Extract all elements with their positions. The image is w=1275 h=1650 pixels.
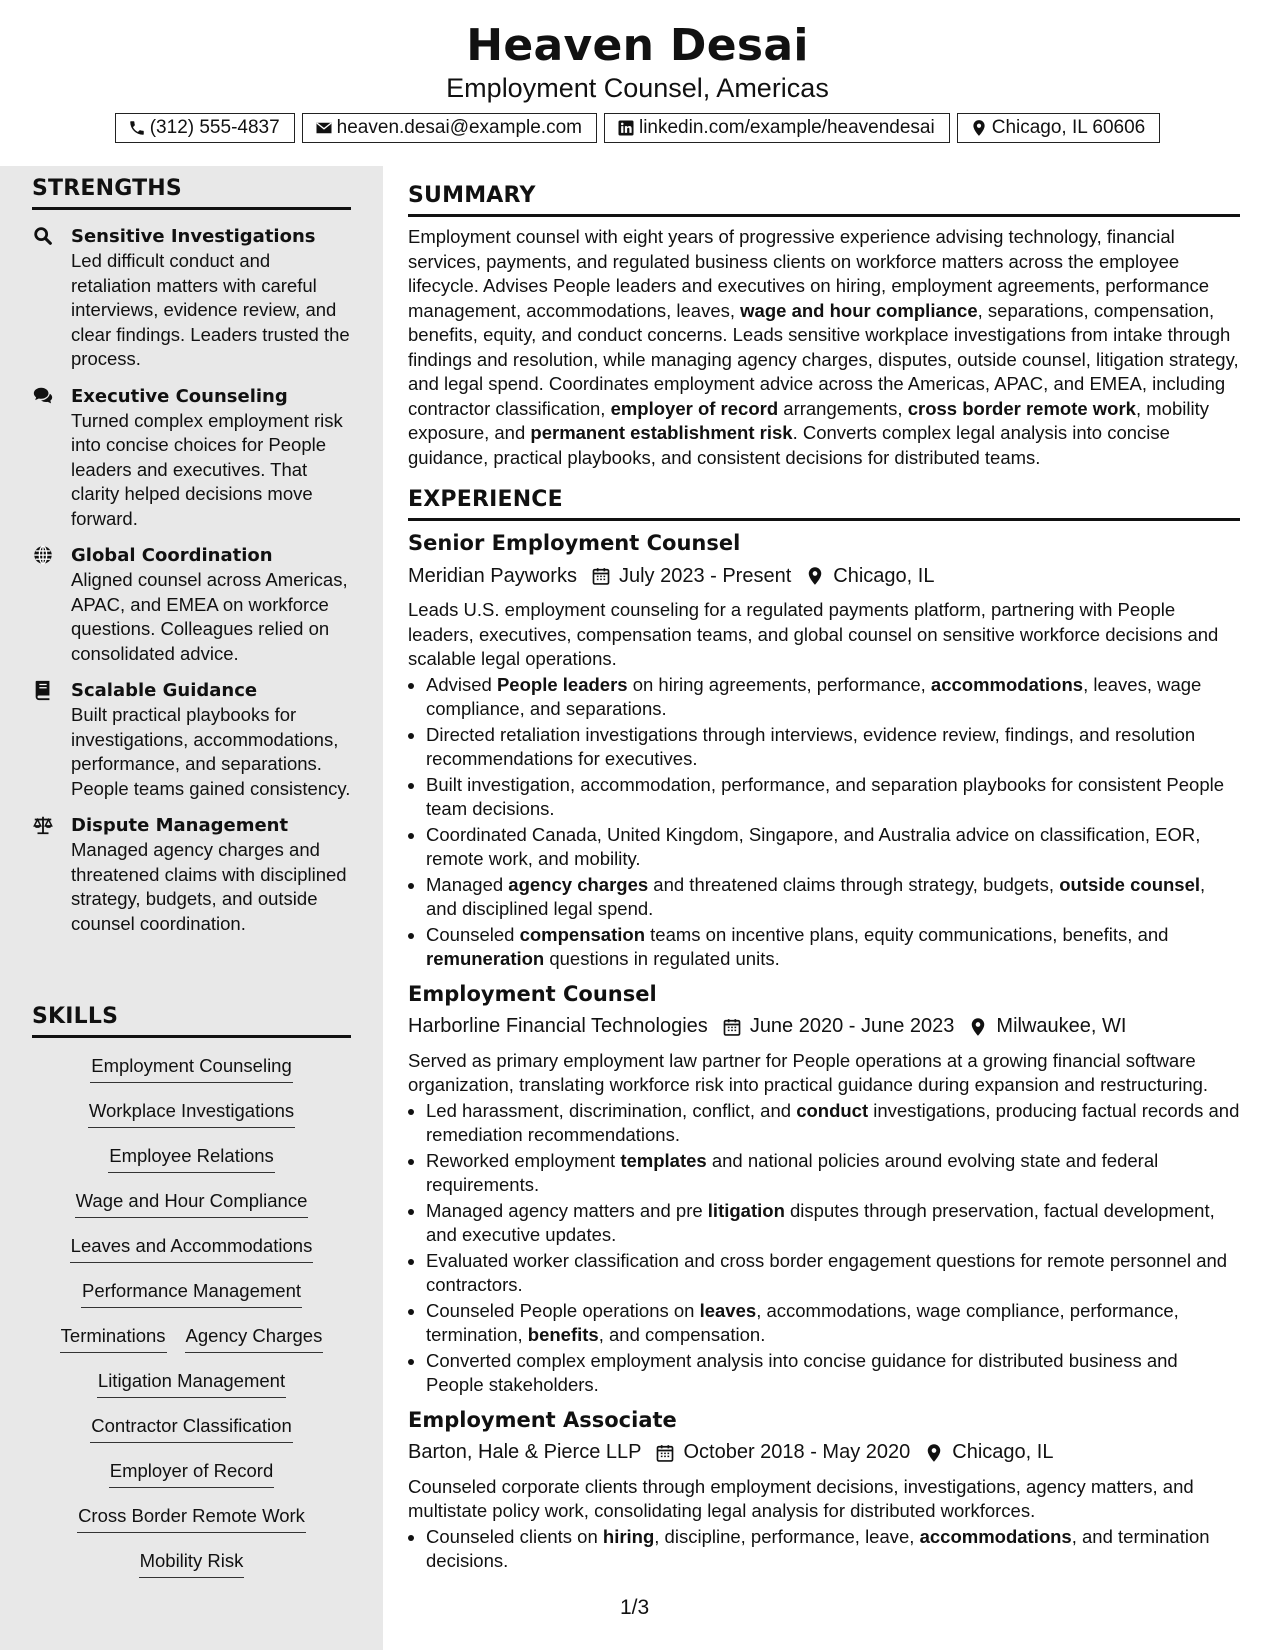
job-description: Counseled corporate clients through employment decisions, investigations, agency matters, and multistate policy work, consolidating legal analysis for distributed workforces. (408, 1475, 1194, 1521)
main-content (408, 166, 1240, 1575)
strength-item (32, 678, 351, 801)
candidate-name: Heaven Desai (466, 20, 809, 71)
job-bullets (408, 1099, 1240, 1398)
job-bullet: • Coordinated Canada, United Kingdom, Singapore, and Australia advice on classification, EOR, remote work, and mobility. (426, 823, 1240, 872)
job-dates: October 2018 - May 2020 (683, 1441, 911, 1463)
search-icon (32, 225, 54, 247)
job-location: Chicago, IL (952, 1441, 1054, 1463)
job-dates: June 2020 - June 2023 (749, 1015, 955, 1037)
job-bullet: • Counseled compensation teams on incentive plans, equity communications, benefits, and remuneration questions in regulated units. (426, 923, 1240, 972)
job-bullet: • Converted complex employment analysis into concise guidance for distributed business and People stakeholders. (426, 1349, 1240, 1398)
skill-tag: Employee Relations (108, 1144, 275, 1173)
bold-keyword: conduct (796, 1099, 869, 1121)
job-title: Senior Employment Counsel (408, 531, 741, 555)
strength-desc: Aligned counsel across Americas, APAC, and EMEA on workforce questions. Colleagues relied on consolidated advice. (71, 569, 348, 664)
skill-tag: Contractor Classification (90, 1414, 293, 1443)
contact-bar (0, 113, 1275, 143)
experience-section (408, 487, 1240, 1574)
strength-title: Sensitive Investigations (71, 226, 316, 247)
job-entry (408, 531, 1240, 972)
bold-keyword: accommodations (919, 1525, 1072, 1547)
strength-desc: Built practical playbooks for investigations, accommodations, performance, and separations. People teams gained consistency. (71, 704, 351, 799)
strength-desc: Turned complex employment risk into concise choices for People leaders and executives. That clarity helped decisions move forward. (71, 409, 343, 529)
job-description: Leads U.S. employment counseling for a regulated payments platform, partnering with People leaders, executives, compensation teams, and global counsel on sensitive workforce decisions and scalable legal operations. (408, 599, 1219, 669)
job-bullet: • Managed agency charges and threatened claims through strategy, budgets, outside counsel, and disciplined legal spend. (426, 873, 1240, 922)
skills-section (32, 1004, 351, 1594)
job-bullets (408, 673, 1240, 972)
bold-keyword: remuneration (426, 948, 545, 969)
job-bullet: • Advised People leaders on hiring agreements, performance, accommodations, leaves, wage compliance, and separations. (426, 673, 1240, 722)
skills-list (32, 1054, 351, 1594)
bold-keyword: benefits (527, 1324, 599, 1345)
skill-tag: Mobility Risk (139, 1549, 245, 1578)
sidebar (0, 166, 383, 1650)
strength-item (32, 384, 351, 532)
skill-tag: Employer of Record (109, 1459, 274, 1488)
bold-keyword: templates (620, 1149, 707, 1171)
strength-title: Executive Counseling (71, 385, 288, 407)
bold-keyword: litigation (707, 1199, 785, 1221)
map-pin-icon (970, 119, 988, 137)
bold-keyword: People leaders (496, 673, 628, 695)
bold-keyword: permanent establishment risk (530, 422, 793, 443)
bold-keyword: compensation (519, 923, 646, 945)
contact-phone[interactable] (115, 113, 295, 143)
contact-linkedin-text: linkedin.com/example/heavendesai (638, 117, 935, 138)
job-bullet: • Led harassment, discrimination, conflict, and conduct investigations, producing factual records and remediation recommendations. (426, 1099, 1240, 1148)
map-pin-icon (924, 1443, 944, 1463)
job-bullet: • Evaluated worker classification and cross border engagement questions for remote personnel and contractors. (426, 1249, 1240, 1298)
strength-title: Dispute Management (71, 815, 289, 836)
strengths-heading: STRENGTHS (32, 176, 351, 210)
bold-keyword: agency charges (508, 873, 649, 895)
bold-keyword: leaves (699, 1299, 757, 1321)
strength-title: Global Coordination (71, 545, 273, 566)
summary-text: Employment counsel with eight years of progressive experience advising technology, financial services, payments, and regulated business clients on workforce matters across the employee lifecycle. Advises People leaders and executives on hiring, employment agreements, performance management, accommodations, leaves, wage and hour compliance, separations, compensation, benefits, equity, and conduct concerns. Leads sensitive workplace investigations from intake through findings and resolution, while managing agency charges, disputes, outside counsel, litigation strategy, and legal spend. Coordinates employment advice across the Americas, APAC, and EMEA, including contractor classification, employer of record arrangements, cross border remote work, mobility exposure, and permanent establishment risk. Converts complex legal analysis into concise guidance, practical playbooks, and consistent decisions for distributed teams. (408, 226, 1239, 468)
summary-section (408, 183, 1240, 470)
job-bullet: • Directed retaliation investigations through interviews, evidence review, findings, and resolution recommendations for executives. (426, 723, 1240, 772)
contact-linkedin[interactable] (604, 113, 950, 143)
chat-bubbles-icon (32, 385, 54, 407)
job-location: Chicago, IL (833, 564, 935, 587)
summary-heading: SUMMARY (408, 183, 1240, 217)
contact-phone-text: (312) 555-4837 (149, 117, 280, 138)
strength-item (32, 543, 351, 666)
bold-keyword: outside counsel (1059, 873, 1201, 895)
job-company: Harborline Financial Technologies (408, 1015, 708, 1037)
scale-icon (32, 814, 54, 836)
experience-heading: EXPERIENCE (408, 487, 1240, 521)
candidate-title: Employment Counsel, Americas (446, 73, 829, 103)
strength-title: Scalable Guidance (71, 680, 258, 701)
job-entry (408, 1408, 1240, 1574)
contact-email-text: heaven.desai@example.com (336, 117, 582, 138)
job-meta (408, 1014, 1240, 1040)
job-meta (408, 563, 1240, 589)
skill-tag: Cross Border Remote Work (77, 1504, 306, 1533)
contact-location-text: Chicago, IL 60606 (991, 117, 1146, 138)
skills-heading: SKILLS (32, 1004, 351, 1038)
bold-keyword: cross border remote work (907, 397, 1136, 419)
job-description: Served as primary employment law partner for People operations at a growing financial software organization, translating workforce risk into practical guidance during expansion and restructuring. (408, 1049, 1209, 1095)
phone-icon (128, 119, 146, 137)
linkedin-icon (617, 119, 635, 137)
strength-item (32, 224, 351, 372)
contact-email[interactable] (302, 113, 597, 143)
bold-keyword: wage and hour compliance (740, 299, 978, 321)
calendar-icon (722, 1017, 742, 1037)
job-company: Meridian Payworks (408, 564, 577, 587)
strength-desc: Managed agency charges and threatened claims with disciplined strategy, budgets, and outside counsel coordination. (71, 839, 347, 934)
skill-tag: Terminations (60, 1324, 167, 1353)
skill-tag: Employment Counseling (90, 1054, 293, 1083)
calendar-icon (591, 566, 611, 586)
map-pin-icon (805, 566, 825, 586)
strength-desc: Led difficult conduct and retaliation matters with careful interviews, evidence review, and clear findings. Leaders trusted the process. (71, 250, 350, 369)
skill-tag: Leaves and Accommodations (70, 1234, 314, 1263)
bold-keyword: employer of record (610, 397, 779, 419)
skill-tag: Wage and Hour Compliance (75, 1189, 309, 1218)
bold-keyword: accommodations (930, 673, 1084, 695)
contact-location[interactable] (957, 113, 1161, 143)
job-bullet: • Counseled clients on hiring, discipline, performance, leave, accommodations, and termination decisions. (426, 1525, 1240, 1574)
job-bullets (408, 1525, 1240, 1574)
job-meta (408, 1440, 1240, 1466)
job-bullet: • Managed agency matters and pre litigation disputes through preservation, factual development, and executive updates. (426, 1199, 1240, 1248)
globe-icon (32, 544, 54, 566)
job-bullet: • Reworked employment templates and national policies around evolving state and federal requirements. (426, 1149, 1240, 1198)
skill-tag: Litigation Management (97, 1369, 286, 1398)
skill-tag: Agency Charges (185, 1324, 324, 1353)
job-location: Milwaukee, WI (996, 1015, 1127, 1037)
strength-item (32, 813, 351, 936)
job-title: Employment Counsel (408, 981, 657, 1006)
job-bullet: • Built investigation, accommodation, performance, and separation playbooks for consistent People team decisions. (426, 773, 1240, 822)
bold-keyword: hiring (602, 1525, 655, 1547)
job-dates: July 2023 - Present (618, 564, 792, 587)
job-company: Barton, Hale & Pierce LLP (408, 1441, 642, 1463)
job-bullet: • Counseled People operations on leaves, accommodations, wage compliance, performance, termination, benefits, and compensation. (426, 1299, 1240, 1348)
resume-header (0, 0, 1275, 166)
page-number: 1/3 (620, 1596, 650, 1619)
skill-tag: Workplace Investigations (88, 1099, 295, 1128)
job-entry (408, 982, 1240, 1398)
book-icon (32, 679, 54, 701)
map-pin-icon (968, 1017, 988, 1037)
calendar-icon (655, 1443, 675, 1463)
envelope-icon (315, 119, 333, 137)
strengths-section (32, 176, 351, 948)
skill-tag: Performance Management (81, 1279, 302, 1308)
job-title: Employment Associate (408, 1407, 677, 1432)
